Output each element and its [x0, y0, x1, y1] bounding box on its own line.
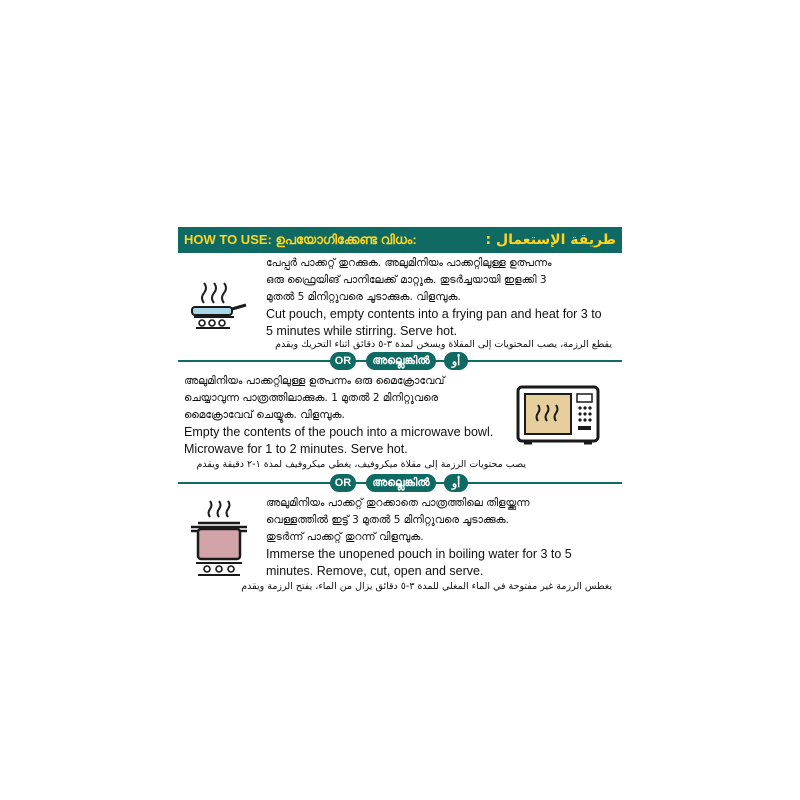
frying-pan-icon: [188, 275, 248, 335]
ar-line: يقطع الرزمة، يصب المحتويات إلى المقلاة ويسخن لمدة ٣-٥ دقائق اثناء التحريك ويقدم: [275, 339, 612, 350]
or-pill-en: OR: [330, 352, 356, 370]
ml-line: അലുമിനിയം പാക്കറ്റിലുള്ള ഉത്പന്നം ഒരു മൈക്രോവേവ്: [184, 375, 445, 387]
usage-card: [178, 227, 622, 599]
en-line: Immerse the unopened pouch in boiling water for 3 to 5: [266, 547, 572, 561]
ml-line: ഒരു ഫ്രൈയിങ് പാനിലേക്ക് മാറ്റുക. തുടർച്ചയായി ഇളക്കി 3: [266, 274, 547, 286]
or-pill-ar: أو: [444, 474, 468, 492]
ar-line: يصب محتويات الرزمة إلى مقلاة ميكروفيف، يغطي ميكروفيف لمدة ١-٢ دقيقة ويقدم: [196, 459, 526, 470]
or-pill-ml: അല്ലെങ്കിൽ: [366, 474, 436, 492]
section-frying-pan: [178, 253, 622, 353]
section-2-text: [184, 373, 493, 458]
ml-line: മുതൽ 5 മിനിറ്റുവരെ ചൂടാക്കുക. വിളമ്പുക.: [266, 291, 461, 303]
or-divider: [178, 473, 622, 493]
ml-line: പേപ്പർ പാക്കറ്റ് തുറക്കുക. അലുമിനിയം പാക്കറ്റിലുള്ള ഉത്പന്നം: [266, 257, 552, 269]
ml-line: തുടർന്ന് പാക്കറ്റ് തുറന്ന് വിളമ്പുക.: [266, 531, 424, 543]
or-divider: [178, 351, 622, 371]
ml-line: ചെയ്യാവുന്ന പാത്രത്തിലാക്കുക. 1 മുതൽ 2 മിനിറ്റുവരെ: [184, 392, 439, 404]
en-line: Empty the contents of the pouch into a microwave bowl.: [184, 425, 494, 439]
section-3-text: [266, 495, 572, 580]
ml-line: വെള്ളത്തിൽ ഇട്ട് 3 മുതൽ 5 മിനിറ്റുവരെ ചൂടാക്കുക.: [266, 514, 510, 526]
en-line: minutes. Remove, cut, open and serve.: [266, 564, 484, 578]
header-bar: [178, 227, 622, 253]
or-pill-ml: അല്ലെങ്കിൽ: [366, 352, 436, 370]
microwave-icon: [516, 385, 600, 445]
boiling-pot-icon: [188, 499, 250, 579]
section-boiling-pot: [178, 493, 622, 597]
en-line: Cut pouch, empty contents into a frying pan and heat for 3 to: [266, 307, 602, 321]
header-title-en: HOW TO USE: ഉപയോഗിക്കേണ്ട വിധം:: [184, 232, 417, 247]
header-title-ar: طريقة الإستعمال :: [485, 232, 616, 248]
ml-line: അലുമിനിയം പാക്കറ്റ് തുറക്കാതെ പാത്രത്തിലെ തിളയ്ക്കുന്ന: [266, 497, 530, 509]
or-pill-ar: أو: [444, 352, 468, 370]
ar-line: يغطس الرزمة غير مفتوحة في الماء المغلي للمدة ٣-٥ دقائق يزال من الماء، يفتح الرزمة ويقدم: [241, 581, 612, 592]
section-1-text: [266, 255, 602, 340]
or-pill-en: OR: [330, 474, 356, 492]
ml-line: മൈക്രോവേവ് ചെയ്യുക. വിളമ്പുക.: [184, 409, 345, 421]
en-line: 5 minutes while stirring. Serve hot.: [266, 324, 458, 338]
section-microwave: [178, 371, 622, 471]
en-line: Microwave for 1 to 2 minutes. Serve hot.: [184, 442, 408, 456]
